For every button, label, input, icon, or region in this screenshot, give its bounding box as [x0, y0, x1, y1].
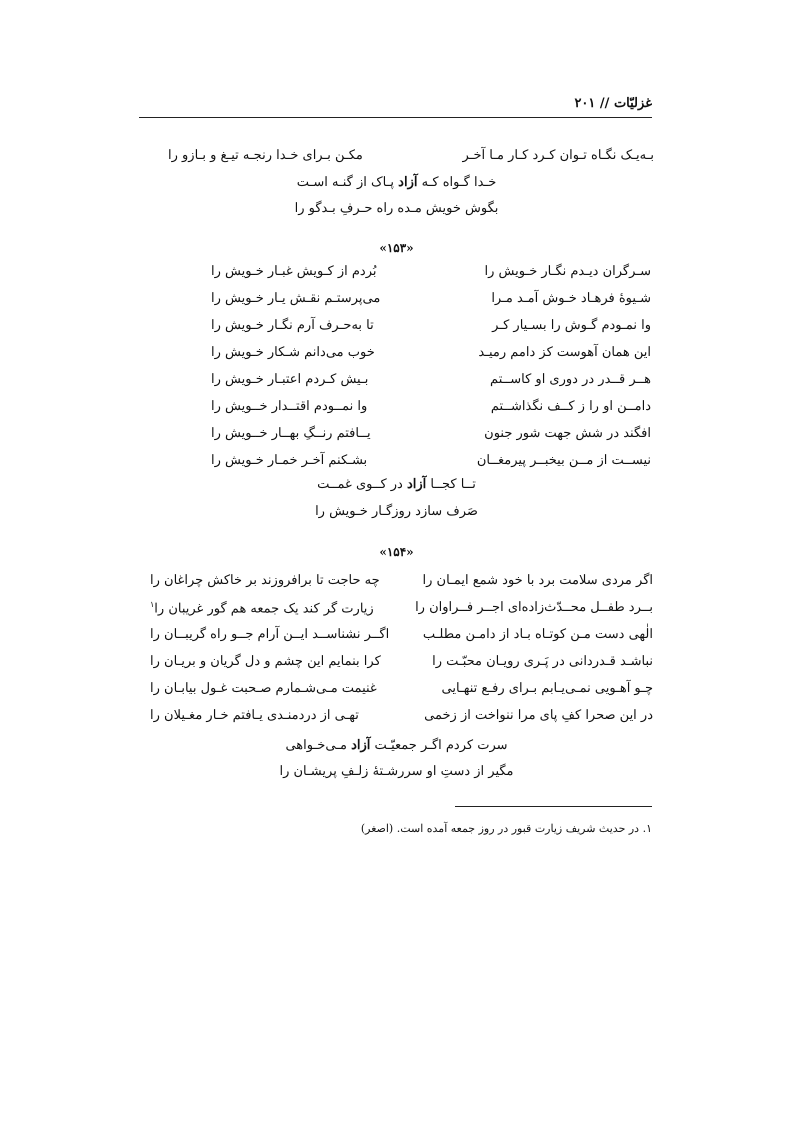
- hemistich-left: وا نمــودم اقتــدار خــویش را: [211, 399, 368, 414]
- closing-line-2: مگیر از دستِ او سررشـتۀ زلـفِ پریشـان را: [279, 764, 514, 779]
- couplet: [211, 318, 651, 333]
- couplet: [211, 453, 651, 468]
- hemistich-right: بـه‌یـک نگـاه تـوان کـرد کـار مـا آخـر: [462, 148, 654, 163]
- hemistich-right: الٰهی دست مـن کوتـاه بـاد از دامـن مطلـب: [422, 627, 653, 642]
- hemistich-left: زیارت گر کند یک جمعه هم گور غریبان را$^۱$: [150, 600, 374, 617]
- hemistich-right: در این صحرا کفِ پای مرا ننواخت از زخمی: [424, 708, 653, 723]
- couplet: [150, 573, 653, 588]
- couplet: [211, 291, 651, 306]
- poet-name: آزاد: [406, 477, 427, 492]
- closing-line-1: سرت کردم اگـر جمعیّـت آزاد مـی‌خـواهی: [285, 738, 508, 753]
- hemistich-right: افگند در شش جهت شور جنون: [484, 426, 651, 441]
- hemistich-right: اگر مردی سلامت برد با خود شمع ایمـان را: [422, 573, 653, 588]
- hemistich-left: بشـکنم آخـر خمـار خـویش را: [211, 453, 368, 468]
- hemistich-right: دامــن او را ز کــف نگذاشــتم: [490, 399, 651, 414]
- hemistich-left: مکـن بـرای خـدا رنجـه تیـغ و بـازو را: [168, 148, 363, 163]
- hemistich-right: هــر قــدر در دوری او کاســتم: [490, 372, 651, 387]
- footnote-divider: [455, 806, 652, 807]
- hemistich-left: می‌پرستـم نقـش یـار خـویش را: [211, 291, 381, 306]
- couplet: [150, 654, 653, 669]
- running-head: غزلیّات // ۲۰۱: [139, 96, 652, 118]
- closing-line-2: بگوش خویش مـده راه حـرفِ بـدگو را: [294, 201, 499, 216]
- hemistich-right: این همان آهوست کز دامم رمیـد: [478, 345, 651, 360]
- hemistich-left: یــافتم رنــگِ بهــار خــویش را: [211, 426, 371, 441]
- hemistich-right: چـو آهـویی نمـی‌یـابم بـرای رفـع تنهـایی: [441, 681, 653, 696]
- closing-line-1: تــا کجــا آزاد در کــوی غمــت: [317, 477, 476, 492]
- couplet: [211, 426, 651, 441]
- couplet: [150, 600, 653, 616]
- poet-name: آزاد: [351, 738, 371, 753]
- hemistich-left: غنیمت مـی‌شـمارم صـحبت غـول بیابـان را: [150, 681, 377, 696]
- poet-name: آزاد: [398, 175, 418, 190]
- hemistich-left: چه حاجت تا برافروزند بر خاکش چراغان را: [150, 573, 380, 588]
- hemistich-right: وا نمـودم گـوش را بسـیار کـر: [492, 318, 651, 333]
- hemistich-left: تهـی از دردمنـدی یـافتم خـار مغـیلان را: [150, 708, 359, 723]
- couplet: [211, 345, 651, 360]
- hemistich-left: خوب می‌دانم شـکار خـویش را: [211, 345, 375, 360]
- hemistich-right: سـرگران دیـدم نگـار خـویش را: [484, 264, 651, 279]
- hemistich-left: بُردم از کـویش غبـار خـویش را: [211, 264, 377, 279]
- closing-line-2: صَرف سازد روزگـار خـویش را: [315, 504, 478, 519]
- hemistich-right: نیســت از مــن بیخبــر پیرمغــان: [476, 453, 651, 468]
- hemistich-right: شـیوۀ فرهـاد خـوش آمـد مـرا: [491, 291, 651, 306]
- hemistich-left: اگــر نشناســد ایــن آرام جــو راه گریبــان را: [150, 627, 390, 642]
- ghazal-number: «۱۵۳»: [379, 241, 414, 255]
- hemistich-left: بـیش کـردم اعتبـار خـویش را: [211, 372, 369, 387]
- hemistich-right: بــرد طفــل محــدّث‌زاده‌ای اجــر فــراوان را: [415, 600, 653, 615]
- couplet: [150, 627, 653, 642]
- couplet: [150, 681, 653, 696]
- couplet: [211, 264, 651, 279]
- hemistich-right: نباشـد قـدردانی در پَـری رویـان محبّـت را: [432, 654, 653, 669]
- couplet: [150, 708, 653, 723]
- footnote: ۱. در حدیث شریف زیارت قبور در روز جمعه آمده است. (اصغر): [360, 822, 652, 835]
- couplet: [168, 148, 654, 163]
- hemistich-left: کرا بنمایم این چشم و دل گریان و بریـان را: [150, 654, 381, 669]
- hemistich-left: تا به‌حـرف آرم نگـار خـویش را: [211, 318, 374, 333]
- couplet: [211, 399, 651, 414]
- ghazal-number: «۱۵۴»: [379, 545, 414, 559]
- footnote-marker: ۱: [150, 600, 155, 609]
- closing-line-1: خـدا گـواه کـه آزاد پـاک از گنـه اسـت: [296, 175, 497, 190]
- couplet: [211, 372, 651, 387]
